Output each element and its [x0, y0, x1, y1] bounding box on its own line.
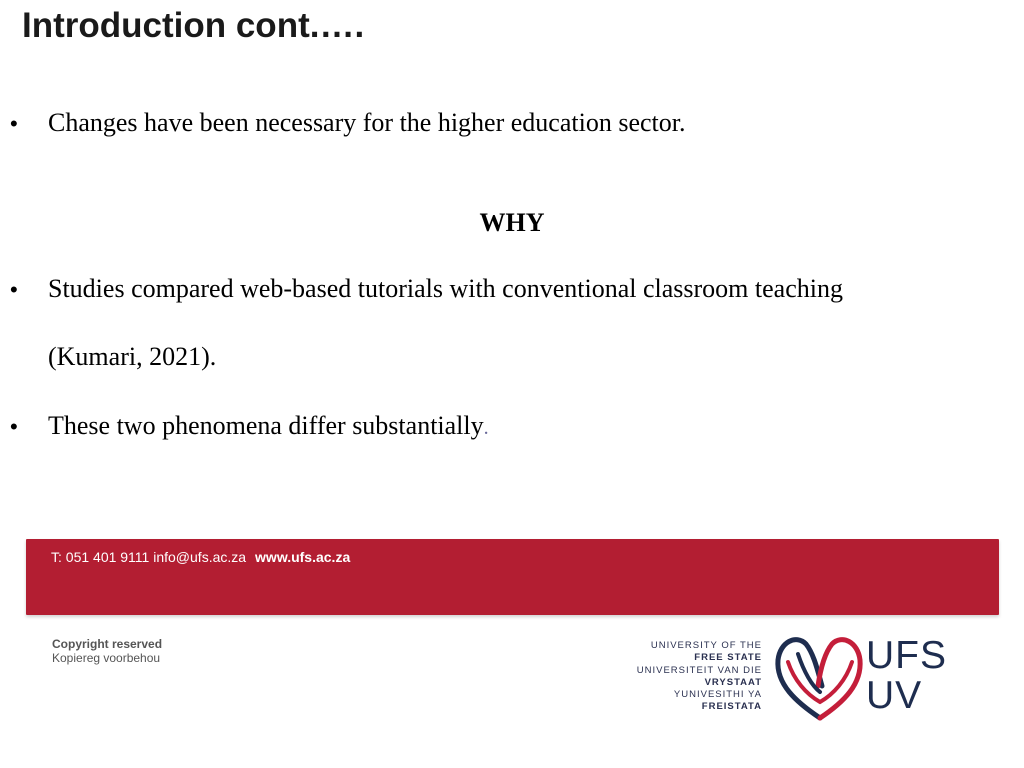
- contact-phone-email: T: 051 401 9111 info@ufs.ac.za: [51, 549, 247, 565]
- copyright-line-af: Kopiereg voorbehou: [52, 651, 161, 665]
- ufs-logo-icon: [774, 632, 864, 724]
- bullet-item-1: [10, 108, 685, 138]
- bullet-icon: •: [10, 414, 18, 439]
- logo-text-line-2: UV: [866, 674, 923, 717]
- university-name-line: UNIVERSITEIT VAN DIE: [636, 664, 762, 676]
- copyright-line-en: Copyright reserved: [52, 637, 163, 651]
- bullet-icon: •: [10, 111, 18, 136]
- bullet-text-3: [48, 411, 489, 441]
- bullet-icon: •: [10, 277, 18, 302]
- why-heading: WHY: [479, 208, 545, 237]
- logo-text-line-1: UFS: [866, 634, 947, 677]
- website-link[interactable]: www.ufs.ac.za: [255, 549, 351, 565]
- university-name-line: VRYSTAAT: [704, 676, 762, 688]
- bullet-item-2: [10, 274, 843, 304]
- copyright-notice: [52, 637, 162, 665]
- slide-title: Introduction cont.….: [22, 6, 365, 45]
- bullet-text-2-continuation: (Kumari, 2021).: [48, 342, 217, 371]
- university-name-line: UNIVERSITY OF THE: [650, 640, 762, 651]
- university-name-line: FREISTATA: [701, 701, 762, 713]
- bullet-text-2: Studies compared web-based tutorials with conventional classroom teaching: [48, 274, 843, 303]
- university-name-line: FREE STATE: [694, 652, 762, 664]
- bullet-text-1: Changes have been necessary for the higher education sector.: [48, 108, 686, 137]
- bullet-item-3: [10, 411, 489, 441]
- university-name-line: YUNIVESITHI YA: [673, 689, 762, 701]
- ufs-logo-text: [866, 636, 947, 716]
- bullet-text-3-period: .: [483, 417, 489, 439]
- university-names: [637, 640, 762, 714]
- bullet-text-3-main: These two phenomena differ substantially: [48, 411, 484, 440]
- contact-info: [51, 549, 350, 565]
- footer-band: [26, 539, 999, 615]
